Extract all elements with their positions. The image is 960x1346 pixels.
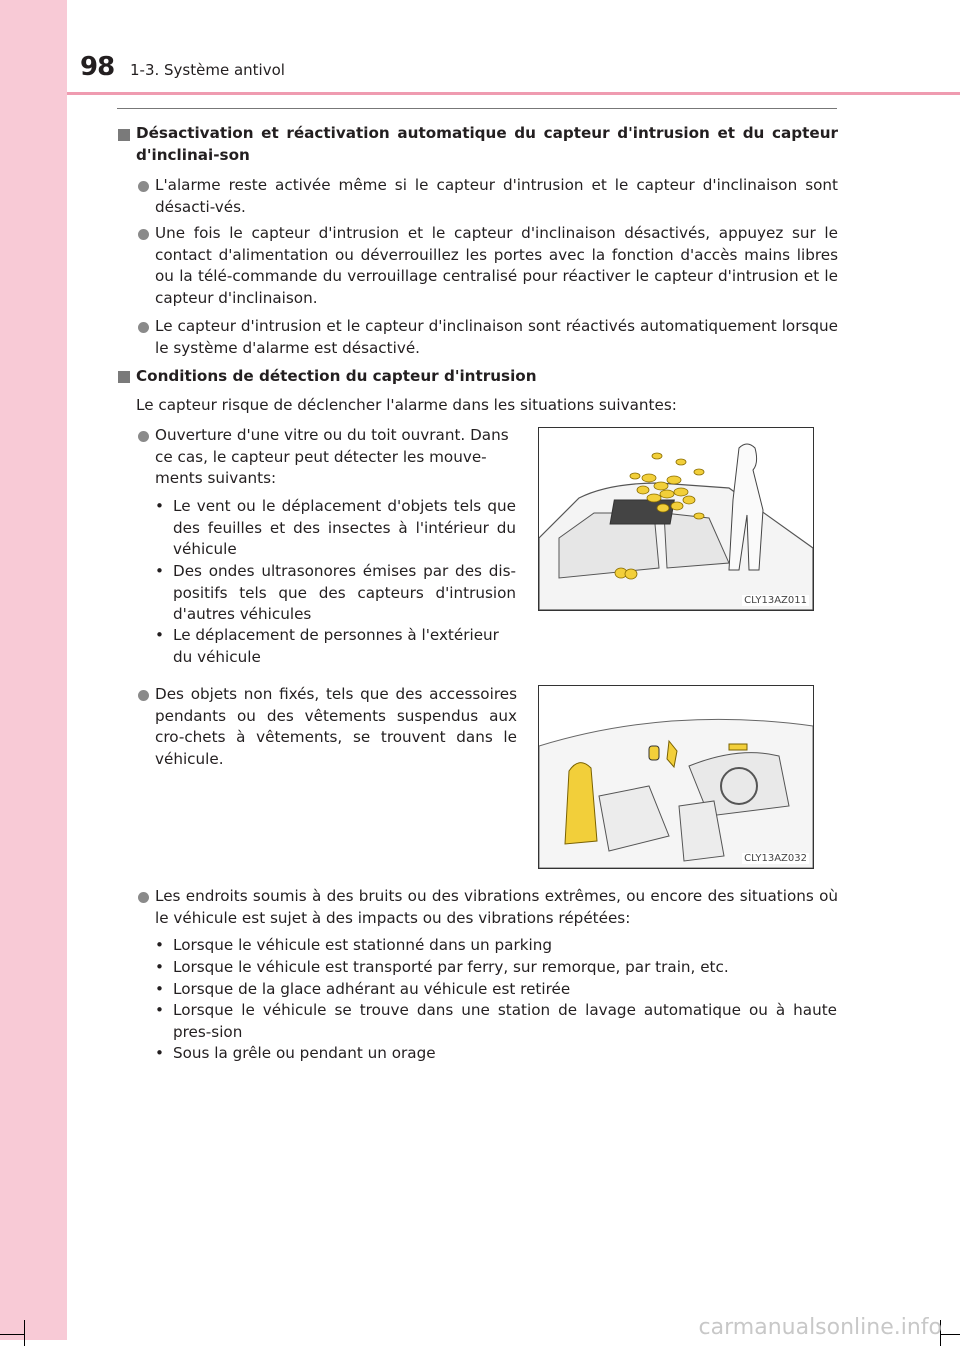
heading-square-icon <box>118 129 130 141</box>
figure-car-sunroof-leaves <box>538 427 814 611</box>
sub-text: Lorsque de la glace adhérant au véhicule est retirée <box>173 980 571 998</box>
section-title: 1-3. Système antivol <box>130 61 285 79</box>
sub-ice-removed: • Lorsque de la glace adhérant au véhicule est retirée <box>155 980 571 998</box>
sub-text: Lorsque le véhicule se trouve dans une station de lavage automatique ou à haute pres-sion <box>173 1001 837 1041</box>
heading-square-icon <box>118 371 130 383</box>
sub-text: Sous la grêle ou pendant un orage <box>173 1044 436 1062</box>
crop-mark <box>24 1320 25 1346</box>
bullet-dot-icon <box>138 229 149 240</box>
page-side-band <box>0 0 67 1340</box>
car-interior-illustration <box>539 686 813 868</box>
sub-car-wash: • Lorsque le véhicule se trouve dans une station de lavage automatique ou à haute pres-sion <box>155 1001 837 1041</box>
car-sunroof-illustration <box>539 428 813 610</box>
sub-people-outside: • Le déplacement de personnes à l'extérieur du véhicule <box>155 626 499 666</box>
bullet-dot-icon <box>138 322 149 333</box>
header-divider <box>117 108 837 109</box>
bullet-dot-icon <box>138 181 149 192</box>
sub-text: Des ondes ultrasonores émises par des dis-positifs tels que des capteurs d'intrusion d'autres véhicules <box>173 562 516 624</box>
sub-text: Le déplacement de personnes à l'extérieur du véhicule <box>173 626 499 666</box>
watermark: carmanualsonline.info <box>698 1315 942 1340</box>
bullet-auto-reactivation: Le capteur d'intrusion et le capteur d'inclinaison sont réactivés automatiquement lorsque le système d'alarme est désactivé. <box>155 317 838 357</box>
crop-mark <box>940 1334 960 1335</box>
sub-text: Lorsque le véhicule est stationné dans un parking <box>173 936 552 954</box>
figure-code: CLY13AZ032 <box>744 853 807 864</box>
item-window-open: Ouverture d'une vitre ou du toit ouvrant. Dans ce cas, le capteur peut détecter les mouve-ments suivants: <box>155 426 509 488</box>
sub-wind-leaves: • Le vent ou le déplacement d'objets tels que des feuilles et des insectes à l'intérieur du véhicule <box>155 497 516 559</box>
sub-transport: • Lorsque le véhicule est transporté par ferry, sur remorque, par train, etc. <box>155 958 729 976</box>
item-noise-vibration: Les endroits soumis à des bruits ou des vibrations extrêmes, ou encore des situations où le véhicule est sujet à des impacts ou des vibrations répétées: <box>155 887 838 927</box>
sub-hail-storm: • Sous la grêle ou pendant un orage <box>155 1044 436 1062</box>
bullet-dot-icon <box>138 892 149 903</box>
item-hanging-objects: Des objets non fixés, tels que des accessoires pendants ou des vêtements suspendus aux cro-chets à vêtements, se trouvent dans le véhicule. <box>155 685 517 768</box>
heading-auto-deactivation: Désactivation et réactivation automatique du capteur d'intrusion et du capteur d'inclinai-son <box>136 124 838 164</box>
page-number: 98 <box>80 52 115 82</box>
sub-text: Le vent ou le déplacement d'objets tels que des feuilles et des insectes à l'intérieur du véhicule <box>173 497 516 559</box>
page-header <box>67 0 960 95</box>
figure-code: CLY13AZ011 <box>744 595 807 606</box>
figure-car-interior-coat <box>538 685 814 869</box>
heading-detection-conditions: Conditions de détection du capteur d'intrusion <box>136 367 537 385</box>
bullet-reactivate-sensors: Une fois le capteur d'intrusion et le capteur d'inclinaison désactivés, appuyez sur le contact d'alimentation ou déverrouillez les portes avec la fonction d'accès mains libres ou la télé-commande du verrouillage centralisé pour réactiver le capteur d'intrusion et le capteur d'inclinaison. <box>155 224 838 307</box>
bullet-dot-icon <box>138 431 149 442</box>
sub-parking: • Lorsque le véhicule est stationné dans un parking <box>155 936 552 954</box>
sub-text: Lorsque le véhicule est transporté par ferry, sur remorque, par train, etc. <box>173 958 729 976</box>
sub-ultrasonic: • Des ondes ultrasonores émises par des dis-positifs tels que des capteurs d'intrusion d'autres véhicules <box>155 562 516 624</box>
detection-intro: Le capteur risque de déclencher l'alarme dans les situations suivantes: <box>136 396 677 414</box>
crop-mark <box>0 1334 24 1335</box>
bullet-dot-icon <box>138 690 149 701</box>
bullet-alarm-stays-active: L'alarme reste activée même si le capteur d'intrusion et le capteur d'inclinaison sont désacti-vés. <box>155 176 838 216</box>
